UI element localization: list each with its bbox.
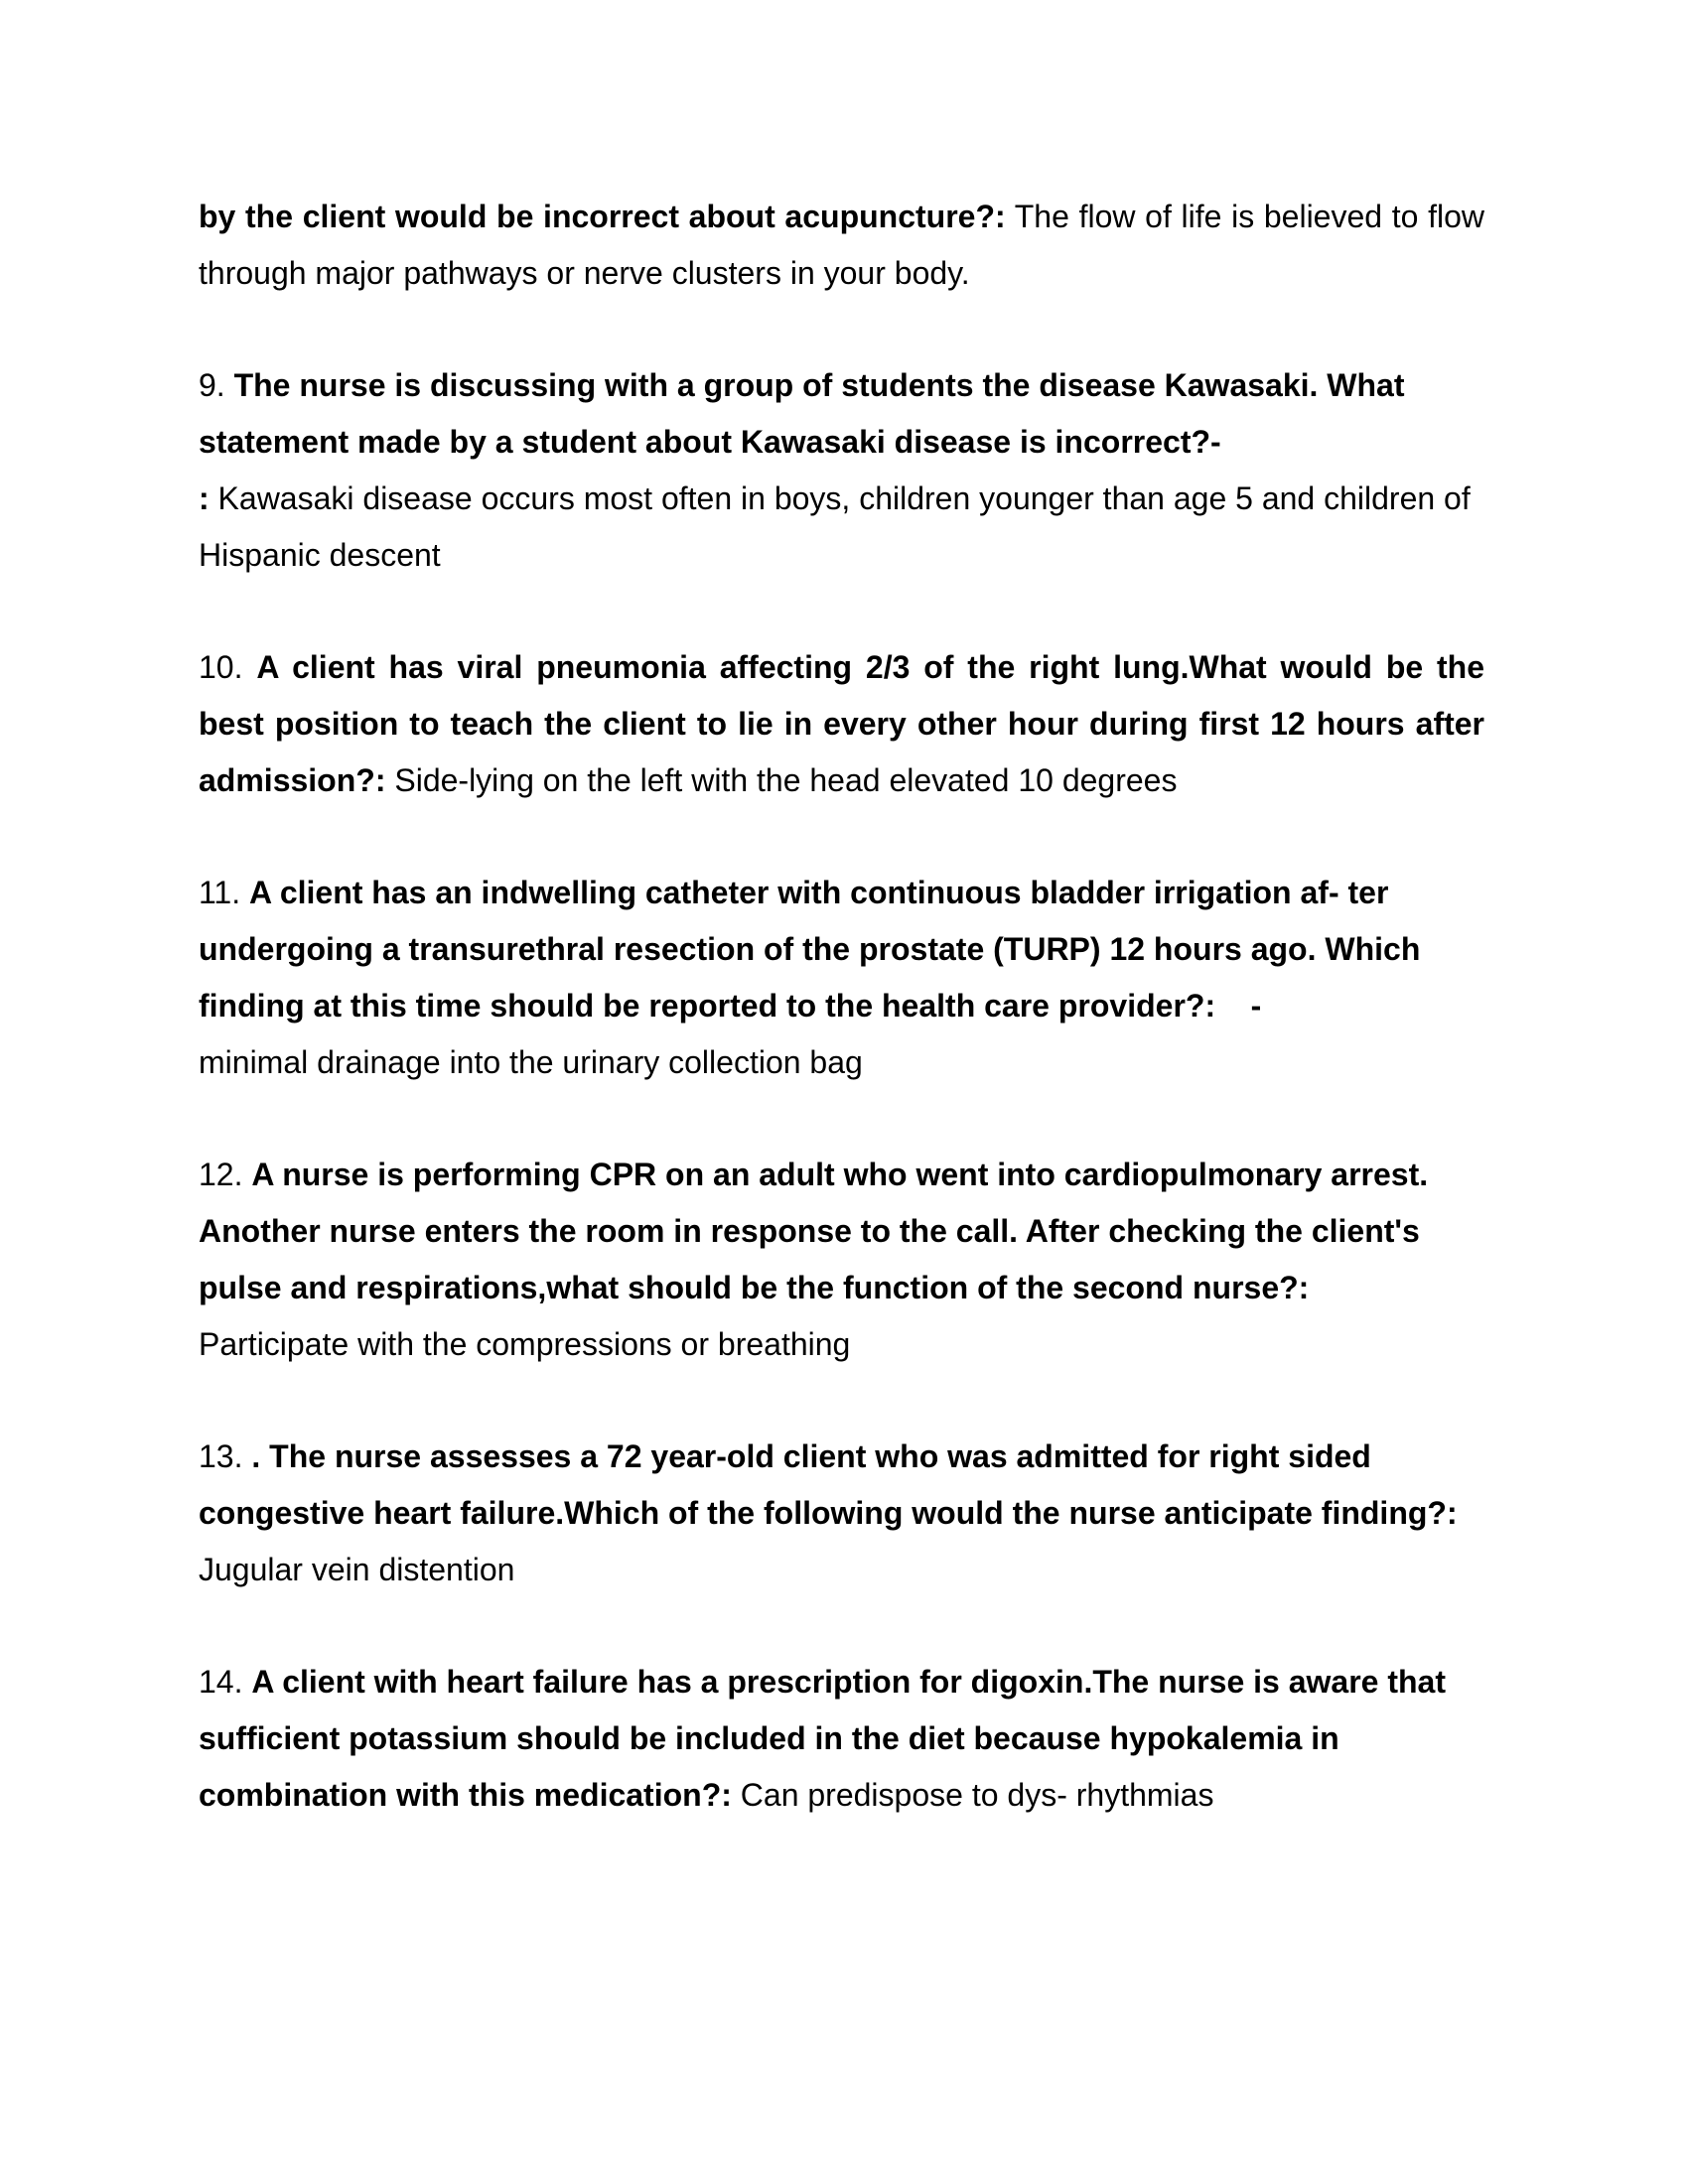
question-number: 12. [199, 1157, 243, 1192]
answer-text: Can predispose to dys- rhythmias [740, 1777, 1214, 1813]
question-text: A client has viral pneumonia affecting 2/3 of the right lung.What would be the best position to teach the client to lie in every other hour during first 12 hours after admission?: [199, 649, 1485, 798]
question-number: 10. [199, 649, 243, 685]
qa-item-9 [199, 357, 1484, 584]
question-text: A nurse is performing CPR on an adult who went into cardiopulmonary arrest. Another nurse enters the room in response to the call. After checking the client's pulse and respirations,what should be the function of the second nurse?: [199, 1157, 1429, 1305]
qa-item-10 [199, 639, 1484, 809]
question-text: The nurse is discussing with a group of students the disease Kawasaki. What statement made by a student about Kawasaki disease is incorrect?- [199, 367, 1405, 460]
question-text: A client has an indwelling catheter with continuous bladder irrigation af- ter undergoing a transurethral resection of the prostate (TURP) 12 hours ago. Which finding at this time should be reported to the health care provider?: [199, 875, 1421, 1024]
answer-text: The flow of life is believed to flow through major pathways or nerve clusters in your body. [199, 199, 1484, 291]
question-number: 14. [199, 1664, 243, 1700]
question-text: by the client would be incorrect about acupuncture?: [199, 199, 1006, 234]
question-number: 9. [199, 367, 225, 403]
answer-text: Kawasaki disease occurs most often in boys, children younger than age 5 and children of Hispanic descent [199, 480, 1471, 573]
question-number: 13. [199, 1438, 243, 1474]
qa-item-11 [199, 865, 1484, 1091]
question-number: 11. [199, 875, 241, 910]
qa-item-intro [199, 189, 1484, 302]
answer-line [199, 471, 1484, 584]
question-dash: - [1250, 988, 1262, 1024]
qa-item-12 [199, 1147, 1484, 1373]
answer-text: Side-lying on the left with the head elevated 10 degrees [394, 762, 1178, 798]
answer-text: Participate with the compressions or breathing [199, 1326, 851, 1362]
document-content [199, 189, 1484, 1879]
question-text: . The nurse assesses a 72 year-old client who was admitted for right sided congestive heart failure.Which of the following would the nurse anticipate finding?: [199, 1438, 1458, 1531]
answer-text: Jugular vein distention [199, 1552, 515, 1587]
question-text: A client with heart failure has a prescription for digoxin.The nurse is aware that sufficient potassium should be included in the diet because hypokalemia in combination with this medication?: [199, 1664, 1446, 1813]
answer-colon: : [199, 480, 210, 516]
qa-item-13 [199, 1429, 1484, 1598]
answer-text: minimal drainage into the urinary collection bag [199, 1044, 863, 1080]
qa-item-14 [199, 1654, 1484, 1824]
